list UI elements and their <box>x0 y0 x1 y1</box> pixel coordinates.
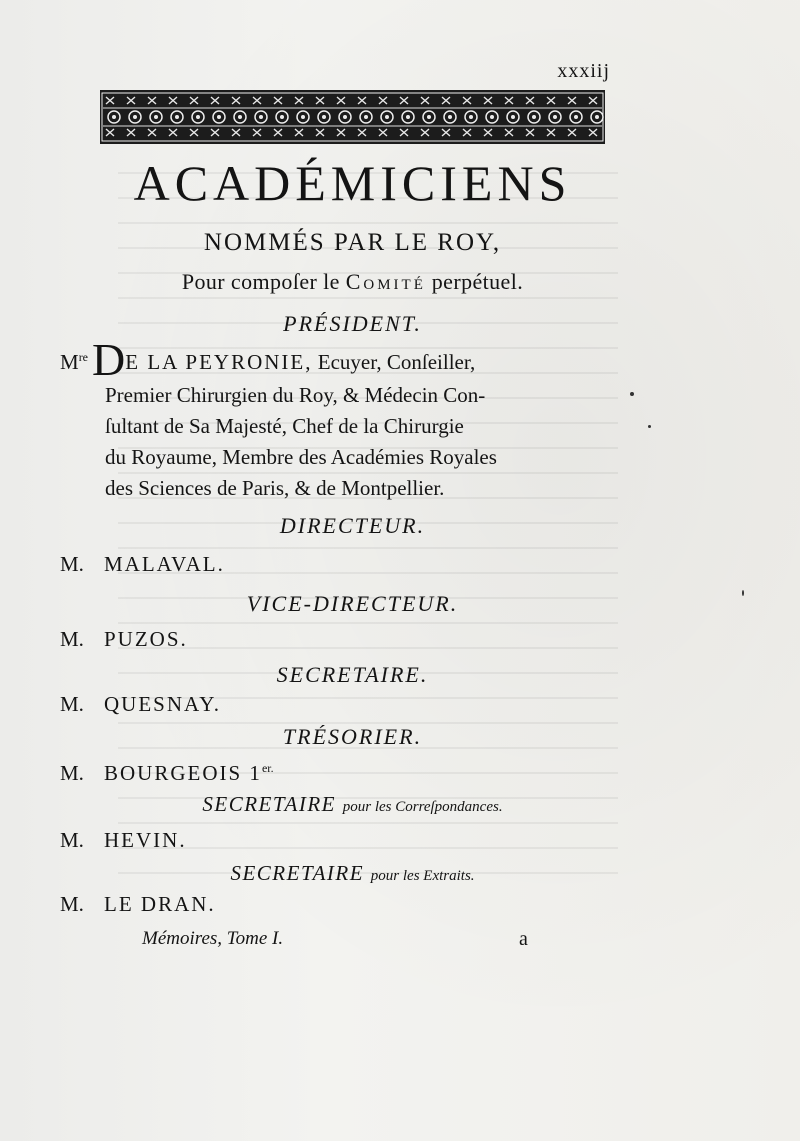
president-line-1 <box>60 334 620 385</box>
president-entry <box>60 334 620 504</box>
vice-directeur-name: PUZOS. <box>104 627 188 651</box>
tresorier-prefix: M. <box>60 761 84 785</box>
president-drop-cap: D <box>92 334 126 385</box>
tresorier-name-sup: er. <box>261 761 274 775</box>
footer-volume: Mémoires, Tome I. <box>142 928 284 949</box>
secretaire-extraits-heading: SECRETAIRE <box>230 861 365 885</box>
ink-speck <box>648 425 651 428</box>
heading-secretaire-correspondances <box>100 792 605 817</box>
member-tresorier <box>60 761 274 786</box>
president-line-2: Premier Chirurgien du Roy, & Médecin Con- <box>105 383 486 407</box>
subtitle-line-1: NOMMÉS PAR LE ROY, <box>203 229 502 256</box>
heading-directeur: DIRECTEUR. <box>279 513 426 538</box>
member-secretaire-correspondances <box>60 828 187 853</box>
member-directeur <box>60 552 225 577</box>
subtitle-text-before: Pour compoſer le <box>181 269 346 294</box>
ink-speck <box>630 392 634 396</box>
directeur-prefix: M. <box>60 552 84 576</box>
president-prefix-sup: re <box>78 350 89 364</box>
subtitle-text-after: perpétuel. <box>425 269 524 294</box>
heading-secretaire: SECRETAIRE. <box>276 662 429 687</box>
secretaire-correspondances-name: HEVIN. <box>104 828 187 852</box>
secretaire-correspondances-qualifier: pour les Correſpondances. <box>342 799 503 815</box>
secretaire-correspondances-heading: SECRETAIRE <box>202 792 336 816</box>
tresorier-name: BOURGEOIS 1 <box>104 761 262 785</box>
secretaire-extraits-qualifier: pour les Extraits. <box>370 868 475 884</box>
president-prefix <box>60 350 88 374</box>
member-vice-directeur <box>60 627 188 652</box>
vice-directeur-prefix: M. <box>60 627 84 651</box>
member-secretaire <box>60 692 221 717</box>
heading-tresorier: TRÉSORIER. <box>282 724 423 749</box>
subtitle-comite: Comité <box>345 269 426 294</box>
directeur-name: MALAVAL. <box>104 552 225 576</box>
secretaire-extraits-prefix: M. <box>60 892 84 916</box>
page-number: xxxiij <box>557 60 610 82</box>
secretaire-extraits-name: LE DRAN. <box>104 892 216 916</box>
president-prefix-m: M <box>60 350 79 374</box>
heading-vice-directeur: VICE-DIRECTEUR. <box>246 591 459 616</box>
president-line-4: du Royaume, Membre des Académies Royales <box>105 445 497 469</box>
president-line-3: ſultant de Sa Majesté, Chef de la Chirurgie <box>105 414 464 438</box>
secretaire-name: QUESNAY. <box>104 692 221 716</box>
subtitle-line-2 <box>100 269 605 295</box>
president-line-1-tail: Ecuyer, Conſeiller, <box>312 350 476 374</box>
signature-mark: a <box>519 928 528 950</box>
ink-speck <box>742 590 744 596</box>
heading-secretaire-extraits <box>100 861 605 886</box>
secretaire-prefix: M. <box>60 692 84 716</box>
page-title: ACADÉMICIENS <box>133 155 572 211</box>
president-name: E LA PEYRONIE, <box>125 350 313 374</box>
member-secretaire-extraits <box>60 892 216 917</box>
secretaire-correspondances-prefix: M. <box>60 828 84 852</box>
ornamental-band <box>100 90 605 144</box>
heading-president: PRÉSIDENT. <box>283 311 422 336</box>
president-line-5: des Sciences de Paris, & de Montpellier. <box>105 476 445 500</box>
